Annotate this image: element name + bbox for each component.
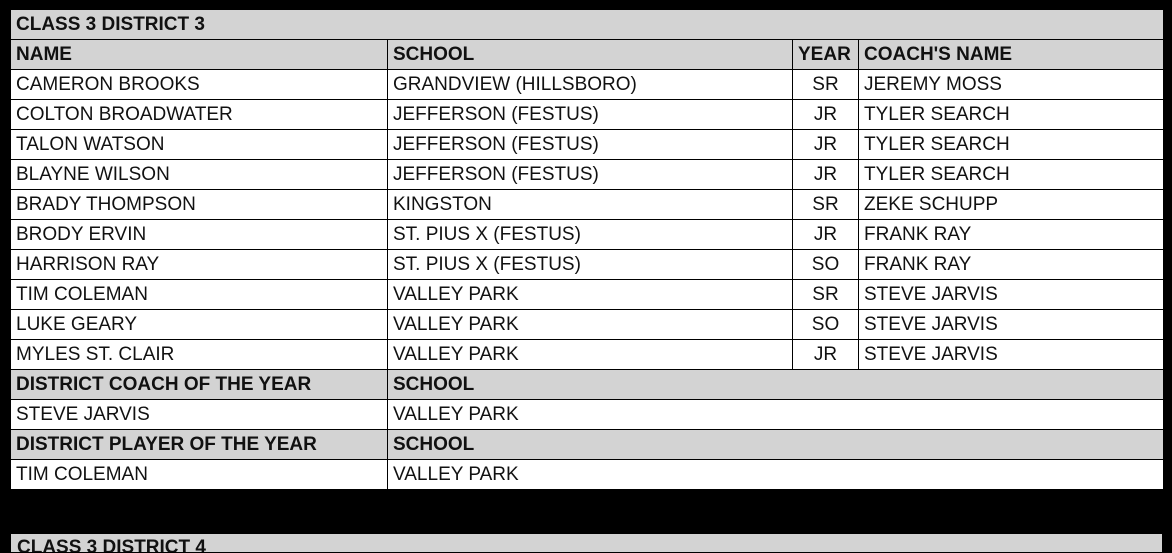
player-year: SO — [793, 250, 859, 280]
player-coach: FRANK RAY — [859, 250, 1164, 280]
district-roster-table — [10, 9, 1164, 490]
player-coach: STEVE JARVIS — [859, 310, 1164, 340]
section-title: CLASS 3 DISTRICT 3 — [11, 10, 1164, 40]
player-row — [11, 310, 1164, 340]
player-of-year-name: TIM COLEMAN — [11, 460, 388, 490]
coach-of-year-name: STEVE JARVIS — [11, 400, 388, 430]
player-row — [11, 280, 1164, 310]
player-row — [11, 340, 1164, 370]
player-school: ST. PIUS X (FESTUS) — [388, 220, 793, 250]
player-school: VALLEY PARK — [388, 340, 793, 370]
player-coach: FRANK RAY — [859, 220, 1164, 250]
coach-of-year-school: VALLEY PARK — [388, 400, 1164, 430]
player-row — [11, 160, 1164, 190]
section-divider — [10, 500, 1163, 533]
player-row — [11, 220, 1164, 250]
player-coach: JEREMY MOSS — [859, 70, 1164, 100]
player-coach: STEVE JARVIS — [859, 280, 1164, 310]
player-year: JR — [793, 340, 859, 370]
player-school: JEFFERSON (FESTUS) — [388, 160, 793, 190]
player-year: SR — [793, 190, 859, 220]
player-school: KINGSTON — [388, 190, 793, 220]
player-row — [11, 70, 1164, 100]
next-section-header — [10, 533, 1163, 553]
player-name: BLAYNE WILSON — [11, 160, 388, 190]
player-school: VALLEY PARK — [388, 280, 793, 310]
player-school: JEFFERSON (FESTUS) — [388, 100, 793, 130]
player-year: SO — [793, 310, 859, 340]
player-name: HARRISON RAY — [11, 250, 388, 280]
player-year: JR — [793, 220, 859, 250]
coach-of-year-header-row — [11, 370, 1164, 400]
coach-of-year-school-header: SCHOOL — [388, 370, 1164, 400]
player-name: CAMERON BROOKS — [11, 70, 388, 100]
player-row — [11, 190, 1164, 220]
player-row — [11, 130, 1164, 160]
player-name: COLTON BROADWATER — [11, 100, 388, 130]
player-name: LUKE GEARY — [11, 310, 388, 340]
next-section-title: CLASS 3 DISTRICT 4 — [17, 537, 206, 553]
player-row — [11, 250, 1164, 280]
column-header-coach: COACH'S NAME — [859, 40, 1164, 70]
player-name: BRADY THOMPSON — [11, 190, 388, 220]
player-coach: ZEKE SCHUPP — [859, 190, 1164, 220]
player-school: GRANDVIEW (HILLSBORO) — [388, 70, 793, 100]
column-header-school: SCHOOL — [388, 40, 793, 70]
player-year: JR — [793, 160, 859, 190]
player-of-year-school-header: SCHOOL — [388, 430, 1164, 460]
player-year: JR — [793, 130, 859, 160]
player-school: JEFFERSON (FESTUS) — [388, 130, 793, 160]
section-title-row — [11, 10, 1164, 40]
column-header-year: YEAR — [793, 40, 859, 70]
player-row — [11, 100, 1164, 130]
player-school: VALLEY PARK — [388, 310, 793, 340]
player-coach: STEVE JARVIS — [859, 340, 1164, 370]
coach-of-year-row — [11, 400, 1164, 430]
player-of-year-row — [11, 460, 1164, 490]
player-of-year-label: DISTRICT PLAYER OF THE YEAR — [11, 430, 388, 460]
column-header-name: NAME — [11, 40, 388, 70]
player-name: MYLES ST. CLAIR — [11, 340, 388, 370]
player-year: JR — [793, 100, 859, 130]
coach-of-year-label: DISTRICT COACH OF THE YEAR — [11, 370, 388, 400]
player-school: ST. PIUS X (FESTUS) — [388, 250, 793, 280]
player-of-year-header-row — [11, 430, 1164, 460]
header-row — [11, 40, 1164, 70]
player-year: SR — [793, 70, 859, 100]
player-year: SR — [793, 280, 859, 310]
player-name: BRODY ERVIN — [11, 220, 388, 250]
player-name: TALON WATSON — [11, 130, 388, 160]
player-coach: TYLER SEARCH — [859, 130, 1164, 160]
player-coach: TYLER SEARCH — [859, 160, 1164, 190]
player-of-year-school: VALLEY PARK — [388, 460, 1164, 490]
player-name: TIM COLEMAN — [11, 280, 388, 310]
player-coach: TYLER SEARCH — [859, 100, 1164, 130]
